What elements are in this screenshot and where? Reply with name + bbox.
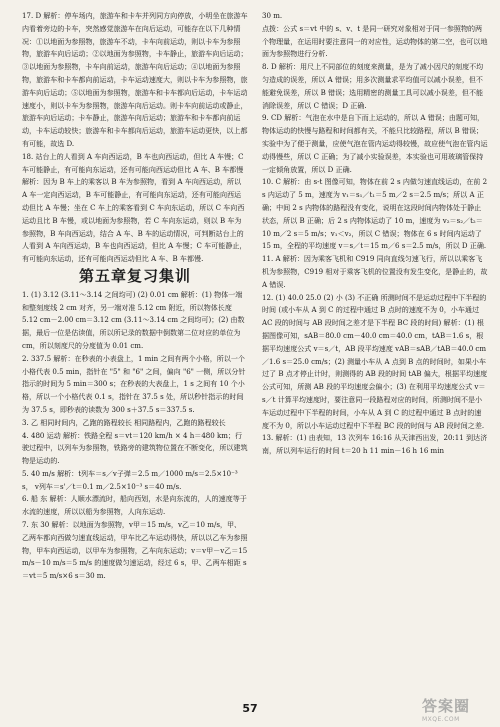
- answer-5: 5. 40 m/s 解析：t列车＝s／v子弹＝2.5 m／1000 m/s＝2.5×10⁻³ s， v列车＝s'／t＝0.1 m／2.5×10⁻³ s＝40 m/s.: [22, 468, 238, 491]
- left-column: [22, 10, 248, 700]
- answer-18: 18. 站台上的人看到 A 车向西运动，B 车也向西运动，但比 A 车慢；C 车可能静止，有可能向东运动，还有可能向西运动但比 A 车、B 车都慢 解析：因为 B 车上的乘客以 B 车为参照物，看到 A 车向西运动，所以 A 车一定向西运动，B 车可能静止，有可能向东运动，还有可能向西运动但比 A 车慢；坐在 C 车上的乘客看到 C 车向东运动，所以 C 车向西运动且比 B 车慢，或以地面为参照物，若 C 车向东运动，则以 B 车为参照物，B 车向西运动，结合 A 车、B 车的运动情况，可判断站台上的人看到 A 车向西运动，B 车也向西运动，但比 A 车慢；C 车可能静止，有可能向东运动，还有可能向西运动但比 A 车、B 车都慢.: [22, 151, 247, 264]
- watermark-text: 答案圈: [422, 697, 471, 715]
- chapter-title: 第五章复习集训: [78, 266, 191, 285]
- answer-2: 2. 337.5 解析：在秒表的小表盘上，1 min 之间有两个小格，所以一个小格代表 0.5 min，指针在 "5" 和 "6" 之间，偏向 "6" 一侧，所以分针指示的时间为 5 min＝300 s；在秒表的大表盘上，1 s 之间有 10 个小格，所以一个小格代表 0.1 s，指针在 37.5 s 处，所以秒针指示的时间为 37.5 s，即秒表的读数为 300 s＋37.5 s＝337.5 s.: [22, 353, 246, 414]
- answer-6: 6. 船 东 解析：人顺水漂流时，船向西划，水是向东流的，人的速度等于水流的速度，所以以船为参照物，人向东运动.: [22, 494, 247, 517]
- two-columns: [22, 10, 488, 700]
- answer-10: 10. C 解析：由 s-t 图像可知，物体在前 2 s 内做匀速直线运动，在前 2 s 内运动了 5 m，速度为 v₁＝s₁／t₁＝5 m／2 s＝2.5 m/s；所以 A 正确；中间 2 s 内物体的路程没有变化，说明在这段时间内物体处于静止状态，所以 B 正确；后 2 s 内物体运动了 10 m，速度为 v₂＝s₂／t₂＝10 m／2 s＝5 m/s；v₁＜v₂，所以 C 错误；物体在 6 s 时间内运动了 15 m，全程的平均速度 v＝s／t＝15 m／6 s＝2.5 m/s，所以 D 正确.: [262, 177, 488, 251]
- tip-note: 点拨：公式 s＝vt 中的 s、v、t 是同一研究对象相对于同一参照物的两个物理量，在运用时要注意同一的对应性，运动物体的第二空，也可以地面为参照物进行分析.: [262, 23, 488, 59]
- answer-4: 4. 480 运动 解析：铁路全程 s＝vt＝120 km/h × 4 h＝480 km；行驶过程中，以列车为参照物，铁路旁的建筑物位置在不断变化，所以建筑物是运动的.: [22, 430, 248, 466]
- answer-12: 12. (1) 40.0 25.0 (2) 小 (3) 不正确 所测时间不是运动过程中下半程的时间 (或小车从 A 到 C 的过程中通过 B 点时的速度不为 0，小车通过 AC 段的时间与 AB 段时间之差才是下半程 BC 段的时间) 解析：(1) 根据图像可知，sAB＝80.0 cm－40.0 cm＝40.0 cm，tAB＝1.6 s，根据平均速度公式 v＝s／t，AB 段平均速度 vAB＝sAB／tAB＝40.0 cm／1.6 s＝25.0 cm/s；(2) 测量小车从 A 点到 B 点的时间时，如果小车过了 B 点才停止计时，则测得的 AB 段的时间 tAB 偏大，根据平均速度公式可知，所测 AB 段的平均速度会偏小；(3) 在利用平均速度公式 v＝s／t 计算平均速度时，要注意同一段路程对应的时间，所测时间不是小车运动过程中下半程的时间，小车从 A 到 C 的过程中通过 B 点时的速度不为 0，所以小车运动过程中下半程 BC 段的时间与 AB 段时间之差.: [262, 292, 488, 430]
- right-column: [262, 10, 488, 700]
- answer-1: 1. (1) 3.12 (3.11～3.14 之间均可) (2) 0.01 cm 解析：(1) 物体一端和整刻度线 2 cm 对齐，另一端对准 5.12 cm 附近，所以物体长度 5.12 cm－2.00 cm＝3.12 cm (3.11～3.14 cm 之间均可)；(2) 由数据，最后一位是估读值，所以所记录的数据中倒数第二位对应的单位为 cm，所以刻度尺的分度值为 0.01 cm.: [22, 289, 245, 350]
- page-number: 57: [242, 702, 258, 715]
- watermark-url: MXQE.COM: [422, 716, 460, 723]
- answer-7-cont: 30 m.: [262, 11, 283, 20]
- watermark-logo: [422, 695, 492, 721]
- answer-13: 13. 解析：(1) 由表知，13 次列车 16:16 从天津西出发，20:11 到达济南，所以列车运行的时间 t＝20 h 11 min－16 h 16 min: [262, 433, 488, 456]
- answer-17: 17. D 解析：停车场内，旅游车和卡车并列同方向停放，小明坐在旅游车内看着旁边的卡车，突然感觉旅游车在向后运动，可能存在以下几种情况：①以地面为参照物，旅游车不动，卡车向前运动，则以卡车为参照物，旅游车向后运动；②以地面为参照物，卡车静止，旅游车向后运动；③以地面为参照物，卡车向前运动，旅游车向后运动；④以地面为参照物，旅游车和卡车都向前运动，卡车运动速度大，则以卡车为参照物，旅游车向后运动；⑤以地面为参照物，旅游车和卡车都向后运动，卡车运动速度小，则以卡车为参照物，旅游车向后运动。则卡车向前运动或静止，旅游车向后运动；卡车静止，旅游车向后运动；旅游车和卡车都向前运动，卡车运动较快；旅游车和卡车都向后运动，旅游车运动更快，以上都有可能，故选 D.: [22, 11, 248, 148]
- answer-7: 7. 东 30 解析：以地面为参照物，v甲＝15 m/s，v乙＝10 m/s，甲、乙两车都向西做匀速直线运动，甲车比乙车运动得快，所以以乙车为参照物，甲车向西运动，以甲车为参照物，乙车向东运动；v＝v甲－v乙＝15 m/s－10 m/s＝5 m/s 的速度做匀速运动，经过 6 s，甲、乙两车相距 s＝vt＝5 m/s×6 s＝30 m.: [22, 520, 248, 581]
- answer-9: 9. CD 解析：气泡在水中是自下而上运动的，所以 A 错误；由题可知，物体运动的快慢与路程和时间都有关，不能只比较路程，所以 B 错误；实验中为了便于测量，应使气泡在管内运动得较慢，故应使气泡在管内运动得慢些，所以 C 正确；为了减小实验误差，本实验也可用玻璃管保持一定倾角放置，所以 D 正确.: [262, 113, 488, 174]
- answer-3: 3. 乙 相同时间内，乙跑的路程较长 相同路程内，乙跑的路程较长: [22, 417, 226, 427]
- answer-11: 11. A 解析：因为乘客飞机和 C919 同向直线匀速飞行，所以以乘客飞机为参照物，C919 相对于乘客飞机的位置没有发生变化，是静止的，故 A 错误.: [262, 254, 488, 289]
- answer-8: 8. D 解析：用尺上不同部位的刻度来测量，是为了减小因尺的刻度不均匀造成的误差，所以 A 错误；用多次测量求平均值可以减小误差，但不能避免误差，所以 B 错误；选用精密的测量工具可以减小误差，但不能消除误差，所以 C 错误；D 正确.: [262, 62, 484, 110]
